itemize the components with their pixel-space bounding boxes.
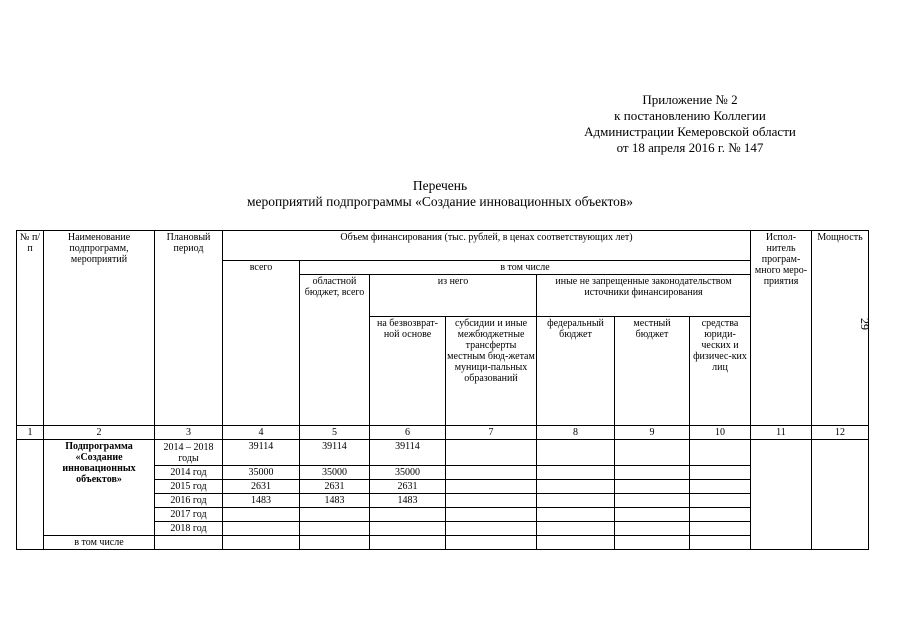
empty-cell [812,440,869,550]
header-name: Наименование подпрограмм, мероприятий [44,231,155,426]
header-capacity: Мощность [812,231,869,426]
appendix-line-2: к постановлению Коллегии [614,108,766,123]
empty-cell [446,522,537,536]
column-number: 2 [44,426,155,440]
header-non-refundable: на безвозврат-ной основе [370,317,446,426]
empty-cell [751,440,812,550]
header-legal-entities: средства юриди-ческих и физичес-ких лиц [690,317,751,426]
empty-cell [537,480,615,494]
row-total [223,508,300,522]
header-of-which: из него [370,275,537,317]
header-including: в том числе [300,261,751,275]
header-federal: федеральный бюджет [537,317,615,426]
row-period: 2017 год [155,508,223,522]
subprogram-name: Подпрограмма «Создание инновационных объектов» [44,440,155,536]
empty-cell [223,536,300,550]
appendix-line-3: Администрации Кемеровской области [584,124,796,139]
page-number: 29 [858,318,872,330]
column-number: 1 [17,426,44,440]
empty-cell [690,508,751,522]
empty-cell [446,440,537,466]
row-non-refundable: 1483 [370,494,446,508]
row-total: 1483 [223,494,300,508]
row-regional: 35000 [300,466,370,480]
row-total: 35000 [223,466,300,480]
empty-cell [690,480,751,494]
column-number: 3 [155,426,223,440]
empty-cell [690,440,751,466]
row-period: 2015 год [155,480,223,494]
empty-cell [615,440,690,466]
document-title [180,178,700,210]
empty-cell [446,536,537,550]
row-regional [300,522,370,536]
column-number: 10 [690,426,751,440]
empty-cell [615,522,690,536]
row-non-refundable [370,508,446,522]
header-executor: Испол-нитель програм-много меро-приятия [751,231,812,426]
row-regional [300,508,370,522]
empty-cell [690,494,751,508]
header-funding: Объем финансирования (тыс. рублей, в ценах соответствующих лет) [223,231,751,261]
row-non-refundable: 35000 [370,466,446,480]
appendix-line-4: от 18 апреля 2016 г. № 147 [616,140,764,155]
empty-cell [300,536,370,550]
empty-cell [615,508,690,522]
empty-cell [615,494,690,508]
empty-cell [17,440,44,550]
empty-cell [446,508,537,522]
empty-cell [537,494,615,508]
empty-cell [537,508,615,522]
row-regional: 2631 [300,480,370,494]
header-local: местный бюджет [615,317,690,426]
row-total: 2631 [223,480,300,494]
empty-cell [155,536,223,550]
row-regional: 39114 [300,440,370,466]
table-row [17,536,869,550]
row-non-refundable: 2631 [370,480,446,494]
empty-cell [690,466,751,480]
column-number: 6 [370,426,446,440]
empty-cell [537,440,615,466]
column-number: 9 [615,426,690,440]
empty-cell [537,466,615,480]
column-number: 11 [751,426,812,440]
empty-cell [537,522,615,536]
row-period: 2014 год [155,466,223,480]
header-total: всего [223,261,300,426]
row-total [223,522,300,536]
row-period: 2014 – 2018 годы [155,440,223,466]
header-subsidies: субсидии и иные межбюджетные трансферты местным бюд-жетам муници-пальных образований [446,317,537,426]
appendix-block [540,92,840,156]
table-row [17,440,869,466]
header-regional: областной бюджет, всего [300,275,370,426]
column-number: 5 [300,426,370,440]
column-number: 12 [812,426,869,440]
empty-cell [615,480,690,494]
empty-cell [690,536,751,550]
column-number: 8 [537,426,615,440]
empty-cell [615,536,690,550]
empty-cell [690,522,751,536]
row-period: 2018 год [155,522,223,536]
empty-cell [615,466,690,480]
empty-cell [446,466,537,480]
row-total: 39114 [223,440,300,466]
column-number: 4 [223,426,300,440]
appendix-line-1: Приложение № 2 [642,92,738,107]
empty-cell [446,494,537,508]
header-period: Плановый период [155,231,223,426]
funding-table [16,230,869,550]
column-numbers-row [17,426,869,440]
column-number: 7 [446,426,537,440]
title-line-2: мероприятий подпрограммы «Создание инновационных объектов» [246,194,634,209]
row-non-refundable [370,522,446,536]
including-label: в том числе [44,536,155,550]
header-num: № п/п [17,231,44,426]
empty-cell [537,536,615,550]
row-regional: 1483 [300,494,370,508]
empty-cell [370,536,446,550]
header-other-sources: иные не запрещенные законодательством источники финансирования [537,275,751,317]
row-non-refundable: 39114 [370,440,446,466]
row-period: 2016 год [155,494,223,508]
title-line-1: Перечень [412,178,468,193]
empty-cell [446,480,537,494]
